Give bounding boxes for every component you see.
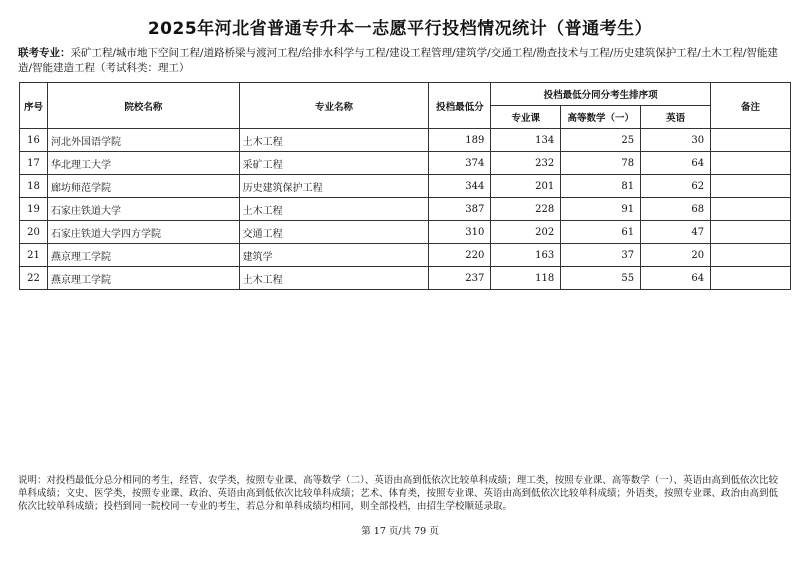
cell-remark — [711, 244, 791, 267]
cell-prof: 163 — [491, 244, 561, 267]
cell-score: 344 — [429, 175, 491, 198]
cell-remark — [711, 175, 791, 198]
cell-major: 历史建筑保护工程 — [239, 175, 429, 198]
header-prof: 专业课 — [491, 106, 561, 129]
cell-math: 91 — [561, 198, 641, 221]
cell-math: 81 — [561, 175, 641, 198]
cell-math: 37 — [561, 244, 641, 267]
cell-math: 55 — [561, 267, 641, 290]
cell-score: 374 — [429, 152, 491, 175]
header-english: 英语 — [641, 106, 711, 129]
cell-math: 61 — [561, 221, 641, 244]
admission-table — [19, 82, 791, 290]
header-major: 专业名称 — [239, 83, 429, 129]
joint-majors-label: 联考专业： — [18, 47, 71, 59]
cell-english: 62 — [641, 175, 711, 198]
cell-prof: 134 — [491, 129, 561, 152]
cell-school: 石家庄铁道大学四方学院 — [47, 221, 239, 244]
cell-seq: 17 — [20, 152, 48, 175]
cell-english: 20 — [641, 244, 711, 267]
cell-prof: 118 — [491, 267, 561, 290]
table-row — [20, 152, 791, 175]
cell-prof: 201 — [491, 175, 561, 198]
cell-school: 燕京理工学院 — [47, 267, 239, 290]
cell-prof: 232 — [491, 152, 561, 175]
cell-score: 189 — [429, 129, 491, 152]
cell-score: 220 — [429, 244, 491, 267]
cell-remark — [711, 129, 791, 152]
cell-seq: 21 — [20, 244, 48, 267]
cell-math: 25 — [561, 129, 641, 152]
cell-prof: 202 — [491, 221, 561, 244]
cell-english: 30 — [641, 129, 711, 152]
page-title: 2025年河北省普通专升本一志愿平行投档情况统计（普通考生） — [147, 19, 653, 39]
cell-major: 采矿工程 — [239, 152, 429, 175]
cell-seq: 20 — [20, 221, 48, 244]
table-row — [20, 267, 791, 290]
cell-seq: 18 — [20, 175, 48, 198]
explanatory-note: 说明：对投档最低分总分相同的考生，经管、农学类，按照专业课、高等数学（二）、英语由高到低依次比较单科成绩；理工类，按照专业课、高等数学（一）、英语由高到低依次比较单科成绩；文史、医学类，按照专业课、政治、英语由高到低依次比较单科成绩；艺术、体育类，按照专业课、英语由高到低依次比较单科成绩；外语类，按照专业课、政治由高到低依次比较单科成绩；投档到同一院校同一专业的考生，若总分和单科成绩均相同，则全部投档，由招生学校顺延录取。 — [18, 475, 779, 512]
cell-english: 64 — [641, 267, 711, 290]
joint-majors-text: 采矿工程/城市地下空间工程/道路桥梁与渡河工程/给排水科学与工程/建设工程管理/建筑学/交通工程/勘查技术与工程/历史建筑保护工程/土木工程/智能建造/智能建造工程（考试科类：理工） — [18, 47, 778, 74]
page-number: 第 17 页/共 79 页 — [361, 526, 439, 537]
cell-seq: 19 — [20, 198, 48, 221]
header-min-score: 投档最低分 — [429, 83, 491, 129]
cell-seq: 16 — [20, 129, 48, 152]
cell-score: 310 — [429, 221, 491, 244]
header-math: 高等数学（一） — [561, 106, 641, 129]
table-row — [20, 129, 791, 152]
header-school: 院校名称 — [47, 83, 239, 129]
cell-remark — [711, 152, 791, 175]
table-row — [20, 221, 791, 244]
cell-school: 华北理工大学 — [47, 152, 239, 175]
cell-major: 土木工程 — [239, 129, 429, 152]
cell-remark — [711, 267, 791, 290]
table-row — [20, 175, 791, 198]
cell-prof: 228 — [491, 198, 561, 221]
cell-score: 387 — [429, 198, 491, 221]
cell-english: 64 — [641, 152, 711, 175]
joint-majors-line — [18, 46, 788, 76]
table-row — [20, 244, 791, 267]
cell-seq: 22 — [20, 267, 48, 290]
cell-remark — [711, 221, 791, 244]
cell-math: 78 — [561, 152, 641, 175]
header-rank-group: 投档最低分同分考生排序项 — [491, 83, 711, 106]
cell-major: 交通工程 — [239, 221, 429, 244]
table-row — [20, 198, 791, 221]
cell-score: 237 — [429, 267, 491, 290]
cell-major: 土木工程 — [239, 267, 429, 290]
cell-school: 廊坊师范学院 — [47, 175, 239, 198]
cell-english: 68 — [641, 198, 711, 221]
header-remark: 备注 — [711, 83, 791, 129]
cell-major: 建筑学 — [239, 244, 429, 267]
cell-english: 47 — [641, 221, 711, 244]
cell-school: 河北外国语学院 — [47, 129, 239, 152]
cell-remark — [711, 198, 791, 221]
cell-school: 石家庄铁道大学 — [47, 198, 239, 221]
cell-school: 燕京理工学院 — [47, 244, 239, 267]
cell-major: 土木工程 — [239, 198, 429, 221]
header-seq: 序号 — [20, 83, 48, 129]
